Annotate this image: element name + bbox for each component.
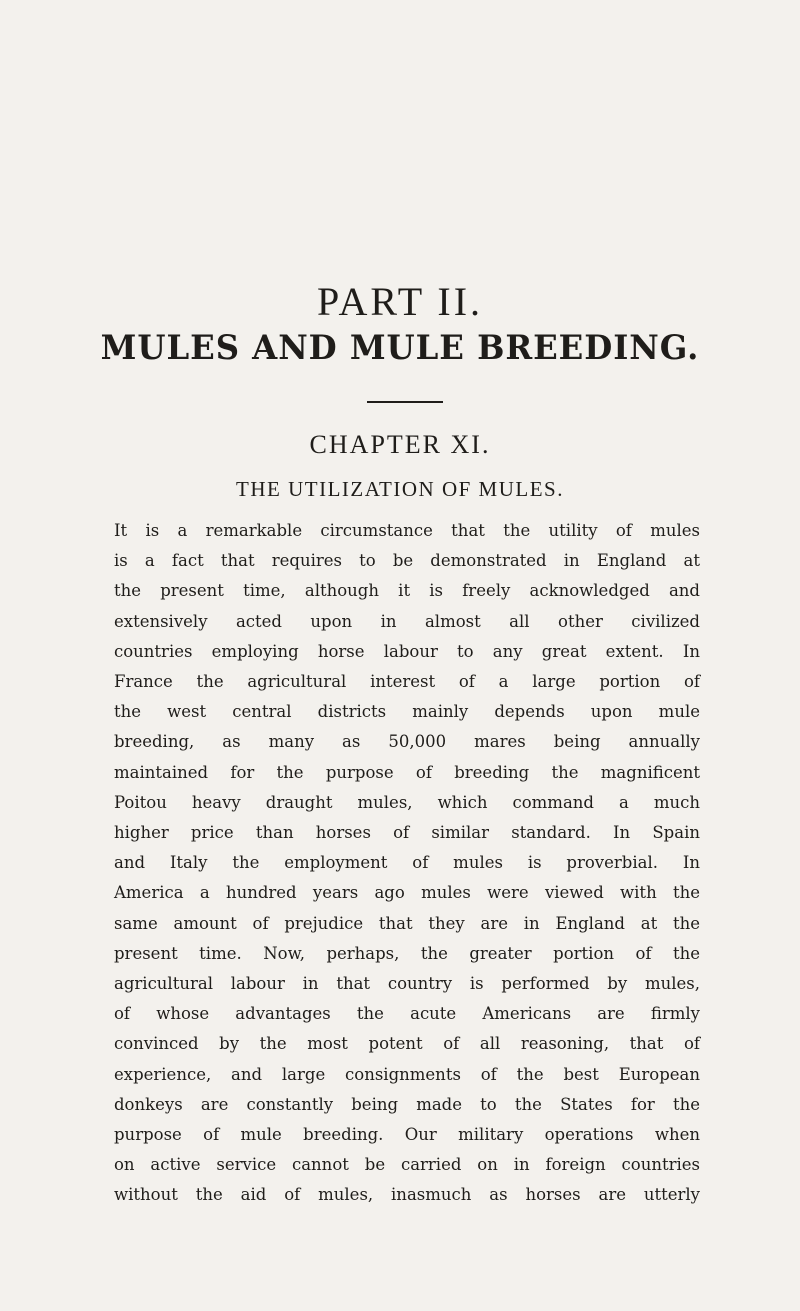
part-heading: PART II.	[316, 279, 484, 324]
body-line: without the aid of mules, inasmuch as horses are utterly	[114, 1185, 700, 1205]
body-line: higher price than horses of similar standard. In Spain	[114, 823, 700, 843]
section-title: MULES AND MULE BREEDING.	[100, 328, 700, 368]
chapter-title: THE UTILIZATION OF MULES.	[236, 477, 564, 501]
body-line: Poitou heavy draught mules, which command a much	[114, 792, 700, 812]
body-line: breeding, as many as 50,000 mares being annually	[114, 732, 700, 752]
body-line: on active service cannot be carried on in foreign countries	[114, 1155, 700, 1175]
body-line: extensively acted upon in almost all other civilized	[114, 611, 700, 631]
body-line: the west central districts mainly depends upon mule	[114, 702, 700, 722]
title-divider	[367, 401, 443, 403]
body-line: present time. Now, perhaps, the greater portion of the	[114, 943, 700, 963]
body-text	[114, 516, 700, 1211]
body-line: is a fact that requires to be demonstrated in England at	[114, 551, 700, 571]
chapter-heading: CHAPTER XI.	[309, 430, 491, 459]
body-line: experience, and large consignments of the best European	[114, 1064, 700, 1084]
body-line: It is a remarkable circumstance that the utility of mules	[114, 521, 700, 540]
body-line: the present time, although it is freely acknowledged and	[114, 581, 700, 601]
body-line: of whose advantages the acute Americans are firmly	[114, 1004, 700, 1024]
body-line: countries employing horse labour to any great extent. In	[114, 641, 700, 661]
body-line: agricultural labour in that country is performed by mules,	[114, 974, 700, 994]
body-line: convinced by the most potent of all reasoning, that of	[114, 1034, 700, 1054]
body-line: France the agricultural interest of a large portion of	[114, 672, 700, 692]
body-line: and Italy the employment of mules is proverbial. In	[114, 853, 700, 873]
body-line: maintained for the purpose of breeding the magnificent	[114, 762, 700, 782]
body-line: same amount of prejudice that they are in England at the	[114, 913, 700, 933]
body-line: America a hundred years ago mules were viewed with the	[114, 883, 700, 903]
body-line: donkeys are constantly being made to the States for the	[114, 1094, 700, 1114]
body-line: purpose of mule breeding. Our military operations when	[114, 1125, 700, 1145]
